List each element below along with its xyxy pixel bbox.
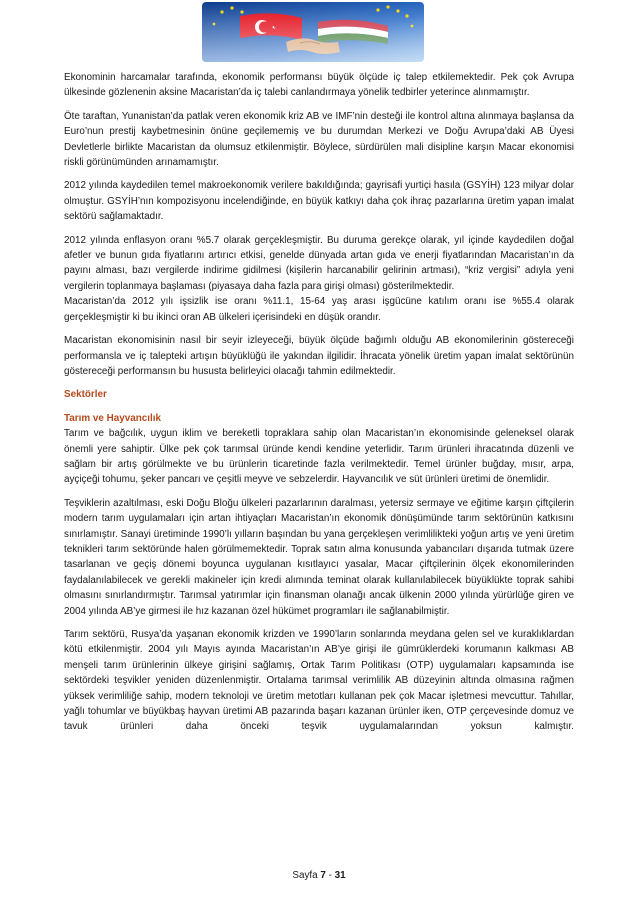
document-body: [64, 70, 574, 743]
flags-handshake-banner-icon: [202, 2, 424, 62]
paragraph-agriculture-constraints: Teşviklerin azaltılması, eski Doğu Bloğu ülkeleri pazarlarının daralması, yetersiz sermaye ve eğitime karşın çiftçilerin modern tarım uygulamaları için artan ihtiyaçları Macaristan’ın ekonomik dönüşümünde tarım sektörünün katkısını sınırlamıştır. Sanayi üretiminde 1990’lı yılların başından bu yana gerçekleşen verimlilikteki yoğun artış ve yeni üretim teknikleri tarım sektöründe halen görülmemektedir. Toprak satın alma konusunda yabancıları dışarıda tutmak üzere tasarlanan ve geçiş dönemi boyunca uygulanan kısıtlayıcı yasalar, Macar çiftçilerinin ölçek ekonomilerinden faydalanılabilecek ve gerekli makineler için kredi alımında teminat olarak kullanılabilecek büyüklükte toprak sahibi olmasını sınırlandırmıştır. Tarımsal yatırımlar için finansman olanağı ancak ülkenin 2000 yılında yürürlüğe giren ve 2004 yılında AB’ye girmesi ile hız kazanan özel hükümet programları ile sağlanabilmiştir.: [64, 497, 574, 617]
subsection-title-agriculture: Tarım ve Hayvancılık: [64, 412, 161, 424]
paragraph-unemployment-2012: Macaristan’da 2012 yılı işsizlik ise oranı %11.1, 15-64 yaş arası işgücüne katılım oranı ise %55.4 olarak gerçekleşmiştir ki bu ikinci oran AB ülkeleri içerisindeki en düşük orandır.: [64, 296, 574, 323]
paragraph-agriculture-eu: Tarım sektörü, Rusya’da yaşanan ekonomik krizden ve 1990’ların sonlarında meydana gelen sel ve kuraklıklardan kötü etkilenmiştir. 2004 yılı Mayıs ayında Macaristan’ın AB’ye girişi ile gümrüklerdeki korumanın kalkması AB menşeli tarım ürünlerinin ülkeye girişini sağlamış, Ortak Tarım Politikası (OTP) uygulamaları kapsamında ise sektördeki teşvikler yeniden düzenlenmiştir. Ortalama tarımsal verimlilik AB düzeyinin altında olmasına rağmen yüksek verimliliğe sahip, modern teknoloji ve üretim metotları kullanan pek çok Macar işletmesi mevcuttur. Tahıllar, yağlı tohumlar ve büyükbaş hayvan üretimi AB pazarında başarı kazanan ürünler iken, OTP çerçevesinde domuz ve tavuk ürünleri daha önceki teşvik uygulamalarından yoksun kalmıştır.: [64, 629, 574, 733]
paragraph-outlook: Macaristan ekonomisinin nasıl bir seyir izleyeceği, büyük ölçüde bağımlı olduğu AB ekonomilerinin göstereceği performansla ve iç talepteki artışın büyüklüğü ile yakından ilgilidir. İhracata yönelik üretim yapan imalat sektörünün göstereceği performansın bu hususta belirleyici olacağı tahmin edilmektedir.: [64, 335, 574, 377]
page-label: Sayfa: [292, 870, 321, 881]
paragraph-agriculture-overview: Tarım ve bağcılık, uygun iklim ve bereketli topraklara sahip olan Macaristan’ın ekonomisinde geleneksel olarak önemli yere sahiptir. Ülke pek çok tarımsal üründe kendi kendine yeterlidir. Tarım ürünleri ihracatında düzenli ve sağlam bir artış görülmekte ve bu ürünlerin ticaretinde fazla verilmektedir. Temel ürünler buğday, mısır, arpa, ayçiçeği tohumu, şeker pancarı ve çeşitli meyve ve sebzelerdir. Hayvancılık ve süt ürünleri üretimi de önemlidir.: [64, 428, 574, 486]
page-separator: -: [325, 870, 335, 881]
current-page-number: 7: [320, 870, 326, 881]
section-title-sectors: Sektörler: [64, 389, 107, 401]
total-page-number: 31: [334, 870, 346, 881]
paragraph-domestic-demand: Ekonominin harcamalar tarafında, ekonomik performansı büyük ölçüde iç talep etkilemektedir. Pek çok Avrupa ülkesinde gözlenenin aksine Macaristan’da iç talebi canlandırmaya yönelik tedbirler yeterince alınmamıştır.: [64, 72, 574, 99]
page-footer: [0, 870, 638, 881]
paragraph-greek-crisis: Öte taraftan, Yunanistan’da patlak veren ekonomik kriz AB ve IMF’nin desteği ile kontrol altına alınmaya başlansa da Euro’nun prestij kaybetmesinin önüne geçilememiş ve bu durumdan Merkezi ve Doğu Avrupa’daki AB Üyesi Devletlerle birlikte Macaristan da olumsuz etkilenmiştir. Böylece, sürdürülen mali disipline karşın Macar ekonomisi riskli görünümünden arınamamıştır.: [64, 110, 574, 169]
paragraph-gdp-2012: 2012 yılında kaydedilen temel makroekonomik verilere bakıldığında; gayrisafi yurtiçi hasıla (GSYİH) 123 milyar dolar olmuştur. GSYİH’nın kompozisyonu incelendiğinde, en büyük katkıyı daha çok ihraç pazarlarına üretim yapan imalat sektörü sağlamaktadır.: [64, 180, 574, 223]
paragraph-inflation-2012: 2012 yılında enflasyon oranı %5.7 olarak gerçekleşmiştir. Bu duruma gerekçe olarak, yıl içinde kaydedilen doğal afetler ve bunun gıda fiyatlarını artırıcı etkisi, genelde dünyada artan gıda ve enerji fiyatlarından Macaristan’ın da payını alması, bazı vergilerde indirime gidilmesi (kişilerin harcanabilir gelirinin artması), “kriz vergisi” adıyla yeni vergilerin toplanmaya başlaması (piyasaya daha fazla para girişi olması) gösterilmektedir.: [64, 234, 574, 292]
